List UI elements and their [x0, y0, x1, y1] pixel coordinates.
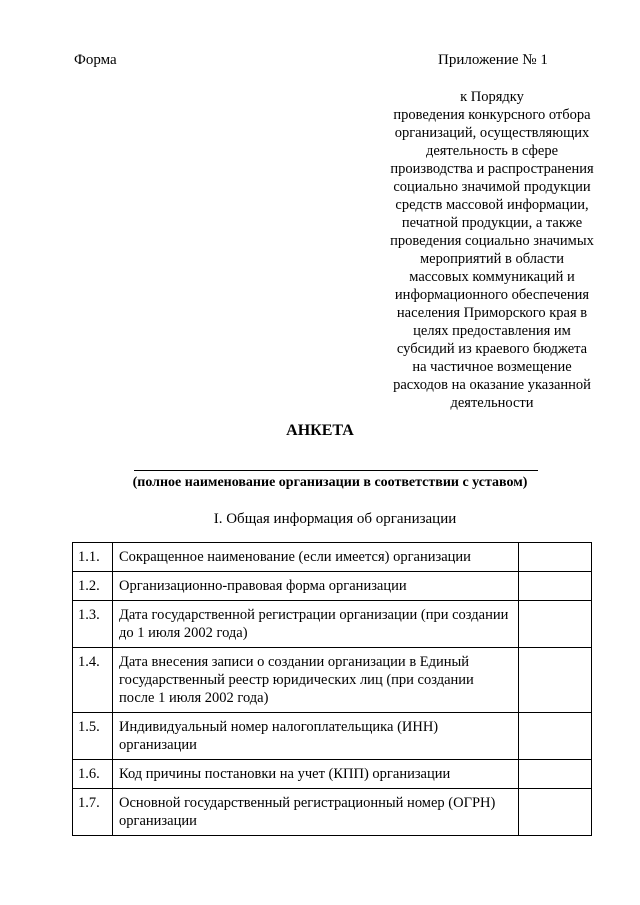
row-label: Основной государственный регистрационный номер (ОГРН) организации [113, 789, 519, 836]
answer-cell[interactable] [519, 601, 592, 648]
row-number: 1.3. [73, 601, 113, 648]
addressee-line: к Порядку [460, 89, 524, 105]
table-row [73, 543, 592, 572]
addressee-line: печатной продукции, а также [401, 215, 583, 231]
addressee-line: населения Приморского края в [396, 305, 588, 321]
table-row [73, 572, 592, 601]
addressee-line: организаций, осуществляющих [394, 125, 590, 141]
row-label: Код причины постановки на учет (КПП) организации [113, 760, 519, 789]
answer-cell[interactable] [519, 789, 592, 836]
table-row [73, 760, 592, 789]
general-info-table [72, 542, 592, 836]
addressee-line: социально значимой продукции [393, 179, 591, 195]
row-number: 1.2. [73, 572, 113, 601]
answer-cell[interactable] [519, 760, 592, 789]
table-row [73, 648, 592, 713]
organization-name-caption: (полное наименование организации в соответствии с уставом) [132, 475, 528, 490]
row-number: 1.6. [73, 760, 113, 789]
answer-cell[interactable] [519, 572, 592, 601]
row-number: 1.5. [73, 713, 113, 760]
addressee-line: средств массовой информации, [395, 197, 589, 213]
answer-cell[interactable] [519, 543, 592, 572]
addressee-line: расходов на оказание указанной [393, 377, 591, 393]
addressee-line: информационного обеспечения [394, 287, 590, 303]
addressee-line: целях предоставления им [413, 323, 571, 339]
appendix-label: Приложение № 1 [438, 52, 548, 68]
row-label: Организационно-правовая форма организации [113, 572, 519, 601]
section-title: I. Общая информация об организации [213, 511, 457, 527]
addressee-line: массовых коммуникаций и [409, 269, 575, 285]
table-row [73, 713, 592, 760]
addressee-line: деятельности [450, 395, 534, 411]
row-label: Индивидуальный номер налогоплательщика (ИНН) организации [113, 713, 519, 760]
answer-cell[interactable] [519, 648, 592, 713]
organization-name-line [134, 470, 538, 471]
answer-cell[interactable] [519, 713, 592, 760]
form-label: Форма [74, 52, 117, 68]
table-row [73, 601, 592, 648]
addressee-line: производства и распространения [390, 161, 594, 177]
addressee-line: проведения конкурсного отбора [393, 107, 591, 123]
addressee-line: на частичное возмещение [412, 359, 572, 375]
row-number: 1.7. [73, 789, 113, 836]
addressee-line: проведения социально значимых [390, 233, 594, 249]
addressee-line: деятельность в сфере [425, 143, 559, 159]
row-label: Дата государственной регистрации организации (при создании до 1 июля 2002 года) [113, 601, 519, 648]
document-title: АНКЕТА [286, 422, 354, 439]
addressee-line: мероприятий в области [420, 251, 564, 267]
row-number: 1.1. [73, 543, 113, 572]
row-number: 1.4. [73, 648, 113, 713]
addressee-block [374, 88, 610, 412]
addressee-line: субсидий из краевого бюджета [396, 341, 588, 357]
table-row [73, 789, 592, 836]
row-label: Дата внесения записи о создании организации в Единый государственный реестр юридических лиц (при создании после 1 июля 2002 года) [113, 648, 519, 713]
row-label: Сокращенное наименование (если имеется) организации [113, 543, 519, 572]
